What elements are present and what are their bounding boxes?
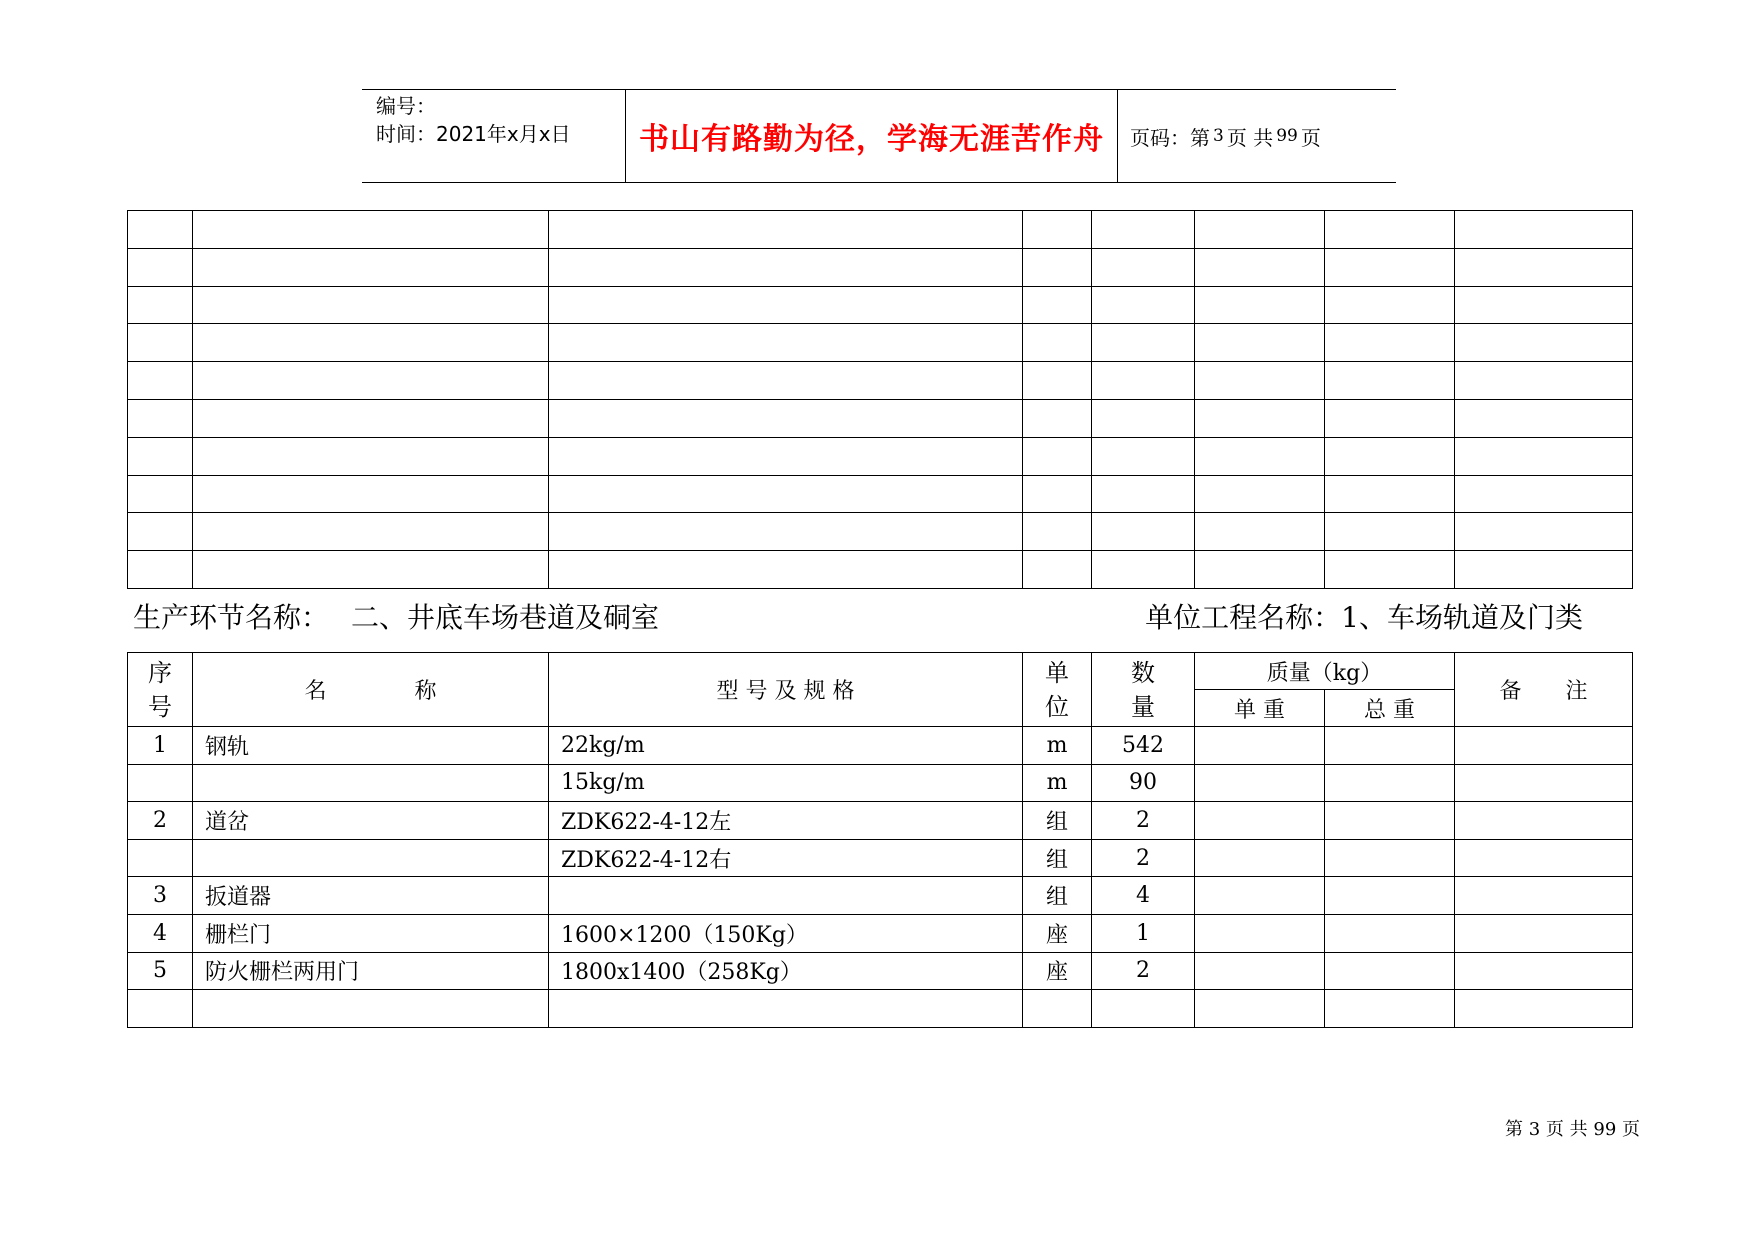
row-spec: [549, 990, 1023, 1028]
row-spec: 1800x1400（258Kg）: [549, 952, 1023, 990]
blank-cell: [1092, 286, 1195, 324]
blank-cell: [1325, 248, 1455, 286]
row-name: 扳道器: [193, 877, 549, 915]
blank-cell: [1195, 551, 1325, 589]
blank-cell: [1455, 437, 1633, 475]
blank-cell: [128, 248, 193, 286]
blank-cell: [549, 437, 1023, 475]
header-spec: 型 号 及 规 格: [549, 653, 1023, 727]
header-seq: [128, 653, 193, 727]
page-mid: 页 共: [1226, 125, 1274, 150]
row-seq: 4: [128, 914, 193, 952]
row-total-weight: [1325, 802, 1455, 840]
row-unit: m: [1023, 764, 1092, 802]
blank-cell: [1023, 248, 1092, 286]
unit-project-value: 1、车场轨道及门类: [1341, 601, 1583, 634]
header-meta: [362, 90, 626, 182]
row-spec: ZDK622-4-12右: [549, 839, 1023, 877]
blank-cell: [1455, 211, 1633, 249]
page-footer: 第 3 页 共 99 页: [1505, 1119, 1640, 1140]
blank-cell: [1455, 248, 1633, 286]
header-unit: [1023, 653, 1092, 727]
blank-cell: [1023, 211, 1092, 249]
row-spec: 15kg/m: [549, 764, 1023, 802]
blank-cell: [1325, 437, 1455, 475]
blank-cell: [1325, 211, 1455, 249]
header-motto: 书山有路勤为径，学海无涯苦作舟: [626, 90, 1118, 182]
row-qty: 1: [1092, 914, 1195, 952]
blank-cell: [193, 513, 549, 551]
blank-cell: [128, 437, 193, 475]
row-unit-weight: [1195, 990, 1325, 1028]
row-remark: [1455, 990, 1633, 1028]
blank-cell: [1023, 324, 1092, 362]
row-spec: 1600×1200（150Kg）: [549, 914, 1023, 952]
blank-row: [128, 286, 1633, 324]
header-total-weight: 总 重: [1325, 690, 1455, 727]
row-qty: 542: [1092, 727, 1195, 765]
blank-cell: [549, 399, 1023, 437]
blank-cell: [193, 362, 549, 400]
header-seq-bottom: 号: [148, 692, 172, 721]
row-qty: 4: [1092, 877, 1195, 915]
row-spec: [549, 877, 1023, 915]
row-seq: [128, 764, 193, 802]
header-seq-top: 序: [148, 658, 172, 687]
blank-cell: [193, 399, 549, 437]
blank-cell: [1092, 475, 1195, 513]
row-total-weight: [1325, 877, 1455, 915]
header-unit-weight: 单 重: [1195, 690, 1325, 727]
blank-cell: [1325, 551, 1455, 589]
row-total-weight: [1325, 914, 1455, 952]
section-line: [133, 598, 1583, 638]
row-unit-weight: [1195, 877, 1325, 915]
row-name: 防火栅栏两用门: [193, 952, 549, 990]
blank-cell: [128, 211, 193, 249]
equipment-table-body: [128, 727, 1633, 1028]
row-total-weight: [1325, 952, 1455, 990]
table-row: [128, 877, 1633, 915]
row-unit: 座: [1023, 914, 1092, 952]
blank-cell: [1325, 362, 1455, 400]
table-row: [128, 952, 1633, 990]
blank-cell: [128, 399, 193, 437]
row-unit: m: [1023, 727, 1092, 765]
row-name: [193, 990, 549, 1028]
blank-cell: [1455, 362, 1633, 400]
blank-cell: [1092, 324, 1195, 362]
blank-cell: [1455, 551, 1633, 589]
blank-cell: [1195, 248, 1325, 286]
blank-cell: [1455, 324, 1633, 362]
blank-row: [128, 211, 1633, 249]
blank-cell: [193, 211, 549, 249]
blank-cell: [1195, 362, 1325, 400]
page-current: 3: [1213, 126, 1224, 146]
blank-cell: [549, 362, 1023, 400]
header-unit-bottom: 位: [1045, 692, 1069, 721]
blank-cell: [193, 551, 549, 589]
row-seq: 1: [128, 727, 193, 765]
row-remark: [1455, 839, 1633, 877]
blank-cell: [1092, 362, 1195, 400]
row-spec: ZDK622-4-12左: [549, 802, 1023, 840]
blank-cell: [193, 324, 549, 362]
row-seq: 2: [128, 802, 193, 840]
table-row: [128, 802, 1633, 840]
row-name: 栅栏门: [193, 914, 549, 952]
blank-cell: [549, 551, 1023, 589]
row-unit: 座: [1023, 952, 1092, 990]
header-remark: 备 注: [1455, 653, 1633, 727]
blank-cell: [1455, 399, 1633, 437]
blank-cell: [193, 248, 549, 286]
row-name: 道岔: [193, 802, 549, 840]
row-name: [193, 764, 549, 802]
blank-cell: [128, 286, 193, 324]
blank-cell: [193, 437, 549, 475]
row-qty: 2: [1092, 802, 1195, 840]
blank-cell: [1325, 286, 1455, 324]
row-unit-weight: [1195, 764, 1325, 802]
header-unit-top: 单: [1045, 658, 1069, 687]
table-row: [128, 990, 1633, 1028]
blank-cell: [1325, 475, 1455, 513]
blank-cell: [549, 248, 1023, 286]
table-row: [128, 914, 1633, 952]
blank-cell: [128, 324, 193, 362]
blank-cell: [1455, 513, 1633, 551]
blank-cell: [549, 286, 1023, 324]
blank-row: [128, 475, 1633, 513]
blank-cell: [1023, 399, 1092, 437]
row-qty: 2: [1092, 839, 1195, 877]
blank-cell: [549, 475, 1023, 513]
row-unit-weight: [1195, 727, 1325, 765]
row-spec: 22kg/m: [549, 727, 1023, 765]
blank-cell: [1092, 211, 1195, 249]
blank-table-body: [128, 211, 1633, 589]
blank-cell: [1195, 437, 1325, 475]
blank-cell: [1325, 324, 1455, 362]
table-row: [128, 764, 1633, 802]
blank-row: [128, 513, 1633, 551]
row-name: [193, 839, 549, 877]
row-seq: [128, 990, 193, 1028]
blank-cell: [128, 362, 193, 400]
blank-cell: [1023, 286, 1092, 324]
row-remark: [1455, 802, 1633, 840]
table-row: [128, 727, 1633, 765]
unit-project: [1145, 598, 1583, 638]
blank-row: [128, 248, 1633, 286]
row-name: 钢轨: [193, 727, 549, 765]
header-page-indicator: [1118, 90, 1396, 182]
document-date: 时间：2021年x月x日: [376, 122, 571, 146]
blank-cell: [1092, 551, 1195, 589]
blank-table: [127, 210, 1633, 589]
page-total: 99: [1276, 126, 1298, 146]
row-remark: [1455, 952, 1633, 990]
row-qty: 90: [1092, 764, 1195, 802]
blank-cell: [549, 513, 1023, 551]
row-unit: 组: [1023, 839, 1092, 877]
document-number-label: 编号：: [376, 94, 436, 118]
blank-cell: [1195, 513, 1325, 551]
header-qty: [1092, 653, 1195, 727]
row-seq: 5: [128, 952, 193, 990]
blank-cell: [1023, 475, 1092, 513]
blank-cell: [1195, 211, 1325, 249]
blank-cell: [193, 475, 549, 513]
blank-cell: [1023, 551, 1092, 589]
row-remark: [1455, 764, 1633, 802]
header-name: 名 称: [193, 653, 549, 727]
row-remark: [1455, 727, 1633, 765]
blank-cell: [1455, 475, 1633, 513]
row-total-weight: [1325, 727, 1455, 765]
row-unit-weight: [1195, 914, 1325, 952]
row-unit-weight: [1195, 952, 1325, 990]
row-remark: [1455, 914, 1633, 952]
blank-row: [128, 362, 1633, 400]
production-stage-label: 生产环节名称：: [133, 601, 330, 634]
unit-project-label: 单位工程名称：: [1145, 601, 1342, 634]
blank-cell: [1325, 513, 1455, 551]
blank-row: [128, 551, 1633, 589]
blank-cell: [1195, 475, 1325, 513]
row-seq: 3: [128, 877, 193, 915]
row-total-weight: [1325, 839, 1455, 877]
blank-cell: [128, 551, 193, 589]
equipment-table: [127, 652, 1633, 1028]
header-qty-bottom: 量: [1131, 692, 1155, 721]
page-suffix: 页: [1300, 125, 1321, 150]
row-total-weight: [1325, 990, 1455, 1028]
row-unit: 组: [1023, 877, 1092, 915]
blank-cell: [549, 211, 1023, 249]
production-stage: [133, 598, 659, 638]
row-unit: 组: [1023, 802, 1092, 840]
row-qty: [1092, 990, 1195, 1028]
blank-row: [128, 324, 1633, 362]
blank-cell: [1092, 248, 1195, 286]
table-header-row: [128, 653, 1633, 690]
blank-cell: [1455, 286, 1633, 324]
row-seq: [128, 839, 193, 877]
blank-cell: [1092, 437, 1195, 475]
header-mass: 质量（kg）: [1195, 653, 1455, 690]
production-stage-value: 二、井底车场巷道及硐室: [351, 601, 660, 634]
blank-cell: [1325, 399, 1455, 437]
page-header: [362, 89, 1396, 183]
blank-cell: [1092, 513, 1195, 551]
row-remark: [1455, 877, 1633, 915]
blank-cell: [128, 475, 193, 513]
blank-row: [128, 399, 1633, 437]
blank-row: [128, 437, 1633, 475]
row-unit-weight: [1195, 802, 1325, 840]
row-qty: 2: [1092, 952, 1195, 990]
blank-cell: [128, 513, 193, 551]
row-unit: [1023, 990, 1092, 1028]
blank-cell: [549, 324, 1023, 362]
blank-cell: [1092, 399, 1195, 437]
blank-cell: [1023, 513, 1092, 551]
row-unit-weight: [1195, 839, 1325, 877]
header-qty-top: 数: [1131, 658, 1155, 687]
blank-cell: [1195, 286, 1325, 324]
blank-cell: [1023, 362, 1092, 400]
page-prefix: 页码：第: [1130, 125, 1210, 150]
table-row: [128, 839, 1633, 877]
blank-cell: [1023, 437, 1092, 475]
blank-cell: [1195, 324, 1325, 362]
row-total-weight: [1325, 764, 1455, 802]
blank-cell: [193, 286, 549, 324]
blank-cell: [1195, 399, 1325, 437]
